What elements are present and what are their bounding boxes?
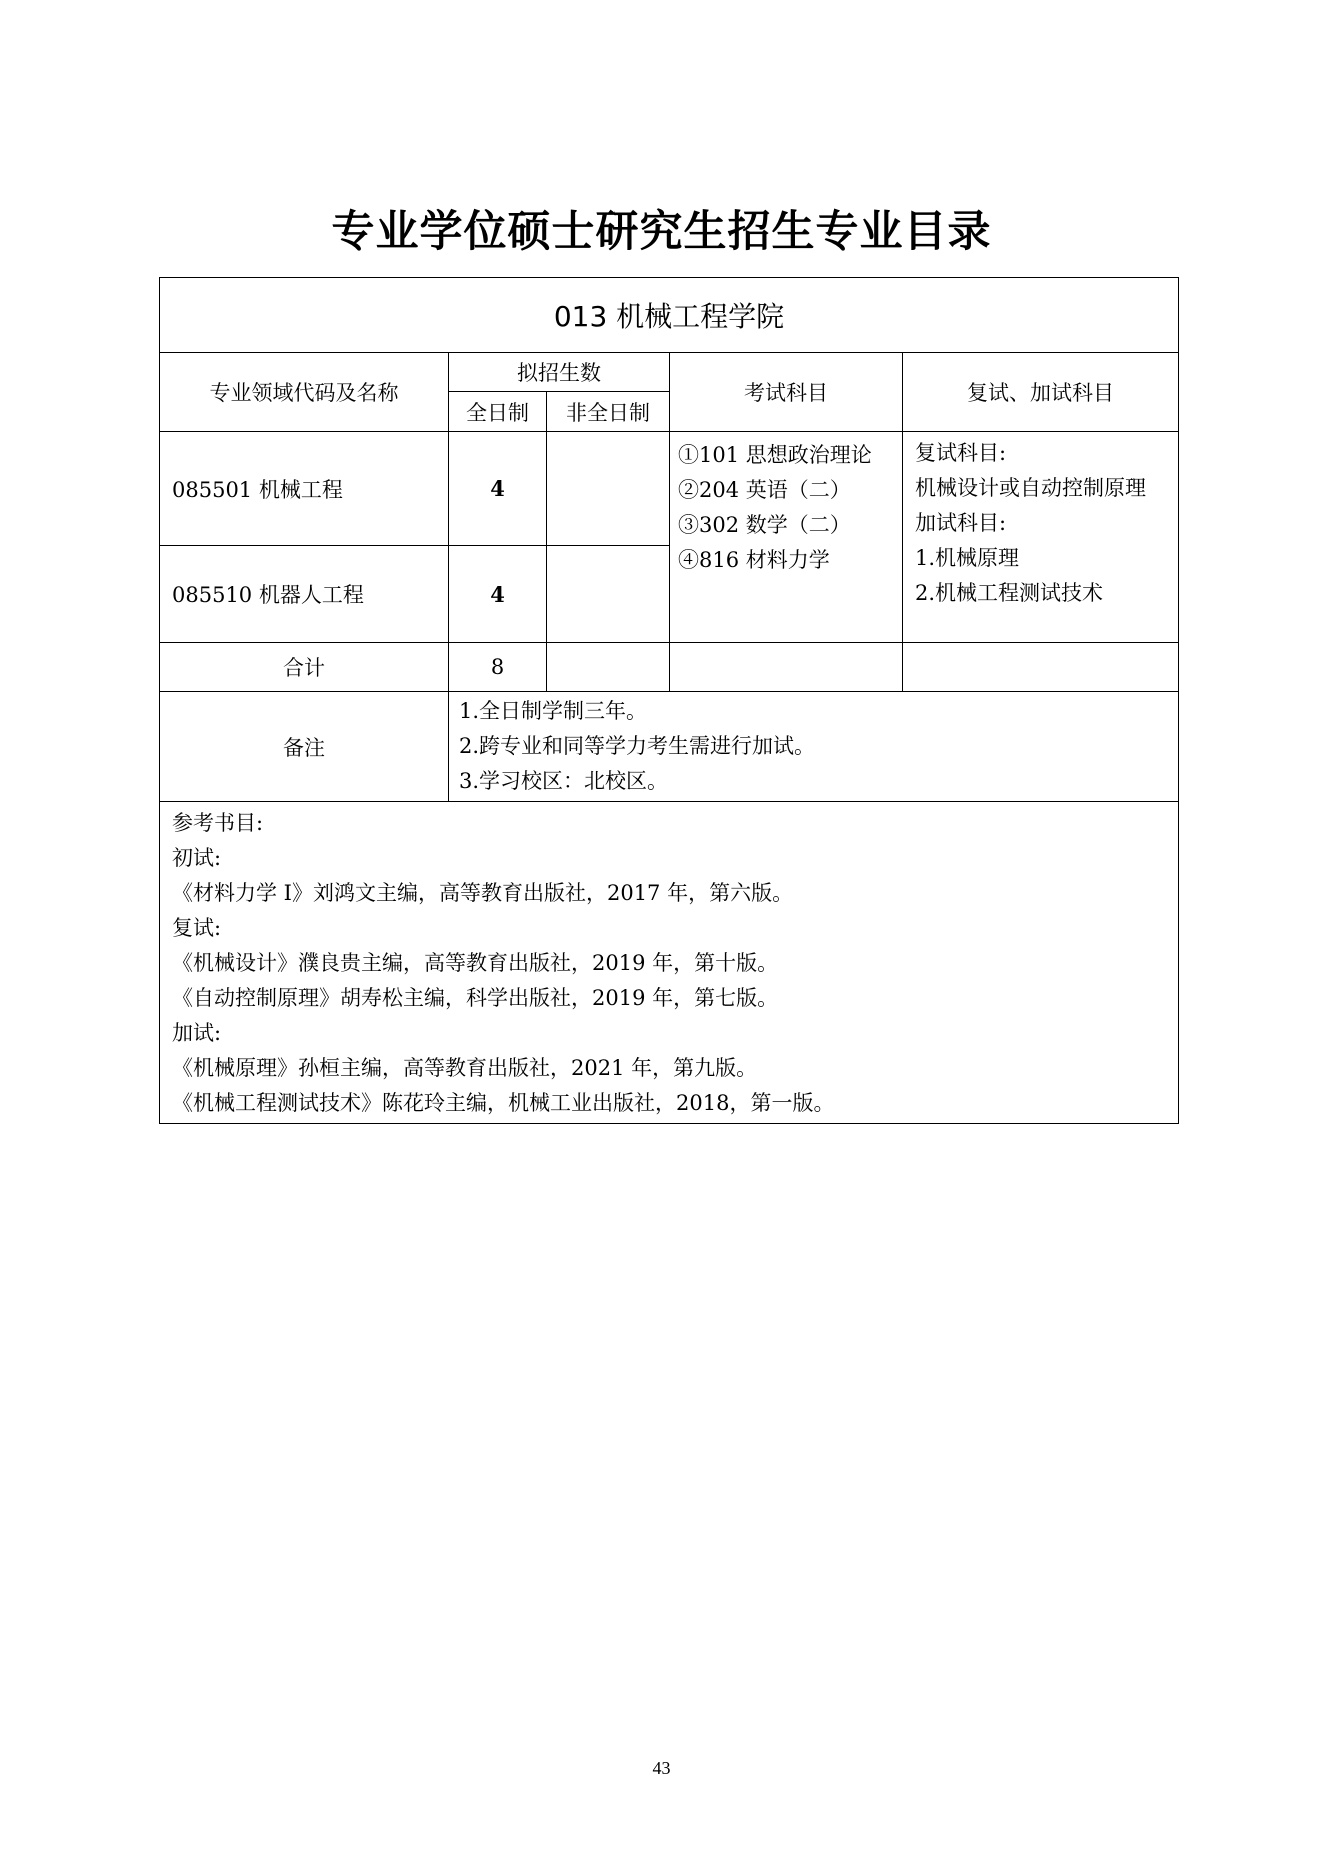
total-part-time (547, 643, 670, 692)
extra-label: 加试科目: (915, 511, 1007, 535)
extra-subject: 2.机械工程测试技术 (915, 581, 1104, 605)
header-exam-subjects: 考试科目 (670, 353, 903, 432)
references-row (160, 802, 1179, 1124)
major-name: 085501 机械工程 (160, 432, 449, 546)
page-number: 43 (652, 1758, 671, 1778)
notes-row (160, 692, 1179, 802)
total-retest (903, 643, 1179, 692)
part-time-count (547, 546, 670, 643)
notes-cell (449, 692, 1179, 802)
total-label: 合计 (160, 643, 449, 692)
note-item: 1.全日制学制三年。 (459, 699, 648, 723)
full-time-count: 4 (449, 546, 547, 643)
references-retest-label: 复试: (172, 916, 222, 940)
table-row (160, 432, 1179, 546)
page-title: 专业学位硕士研究生招生专业目录 (331, 207, 992, 257)
retest-label: 复试科目: (915, 441, 1007, 465)
college-title: 013 机械工程学院 (160, 278, 1179, 353)
exam-subject: ②204 英语（二） (678, 478, 851, 502)
reference-item: 《机械设计》濮良贵主编，高等教育出版社，2019 年，第十版。 (172, 951, 779, 975)
retest-subject: 机械设计或自动控制原理 (915, 476, 1146, 500)
college-row (160, 278, 1179, 353)
references-extra-label: 加试: (172, 1021, 222, 1045)
notes-label: 备注 (160, 692, 449, 802)
part-time-count (547, 432, 670, 546)
references-cell (160, 802, 1179, 1124)
exam-subject: ①101 思想政治理论 (678, 443, 872, 467)
reference-item: 《机械工程测试技术》陈花玲主编，机械工业出版社，2018，第一版。 (172, 1091, 835, 1115)
catalog-table (159, 277, 1179, 1124)
header-enrollment: 拟招生数 (449, 353, 670, 392)
references-heading: 参考书目: (172, 811, 264, 835)
exam-subject: ④816 材料力学 (678, 548, 830, 572)
major-name: 085510 机器人工程 (160, 546, 449, 643)
reference-item: 《机械原理》孙桓主编，高等教育出版社，2021 年，第九版。 (172, 1056, 758, 1080)
header-row (160, 353, 1179, 392)
total-exam (670, 643, 903, 692)
extra-subject: 1.机械原理 (915, 546, 1020, 570)
exam-subject: ③302 数学（二） (678, 513, 851, 537)
header-part-time: 非全日制 (547, 392, 670, 432)
retest-subjects-cell (903, 432, 1179, 643)
header-major: 专业领域代码及名称 (160, 353, 449, 432)
exam-subjects-cell (670, 432, 903, 643)
header-retest-subjects: 复试、加试科目 (903, 353, 1179, 432)
reference-item: 《材料力学 I》刘鸿文主编，高等教育出版社，2017 年，第六版。 (172, 881, 794, 905)
note-item: 2.跨专业和同等学力考生需进行加试。 (459, 734, 816, 758)
note-item: 3.学习校区：北校区。 (459, 769, 669, 793)
references-initial-label: 初试: (172, 846, 222, 870)
reference-item: 《自动控制原理》胡寿松主编，科学出版社，2019 年，第七版。 (172, 986, 779, 1010)
total-full-time: 8 (449, 643, 547, 692)
header-full-time: 全日制 (449, 392, 547, 432)
full-time-count: 4 (449, 432, 547, 546)
total-row (160, 643, 1179, 692)
